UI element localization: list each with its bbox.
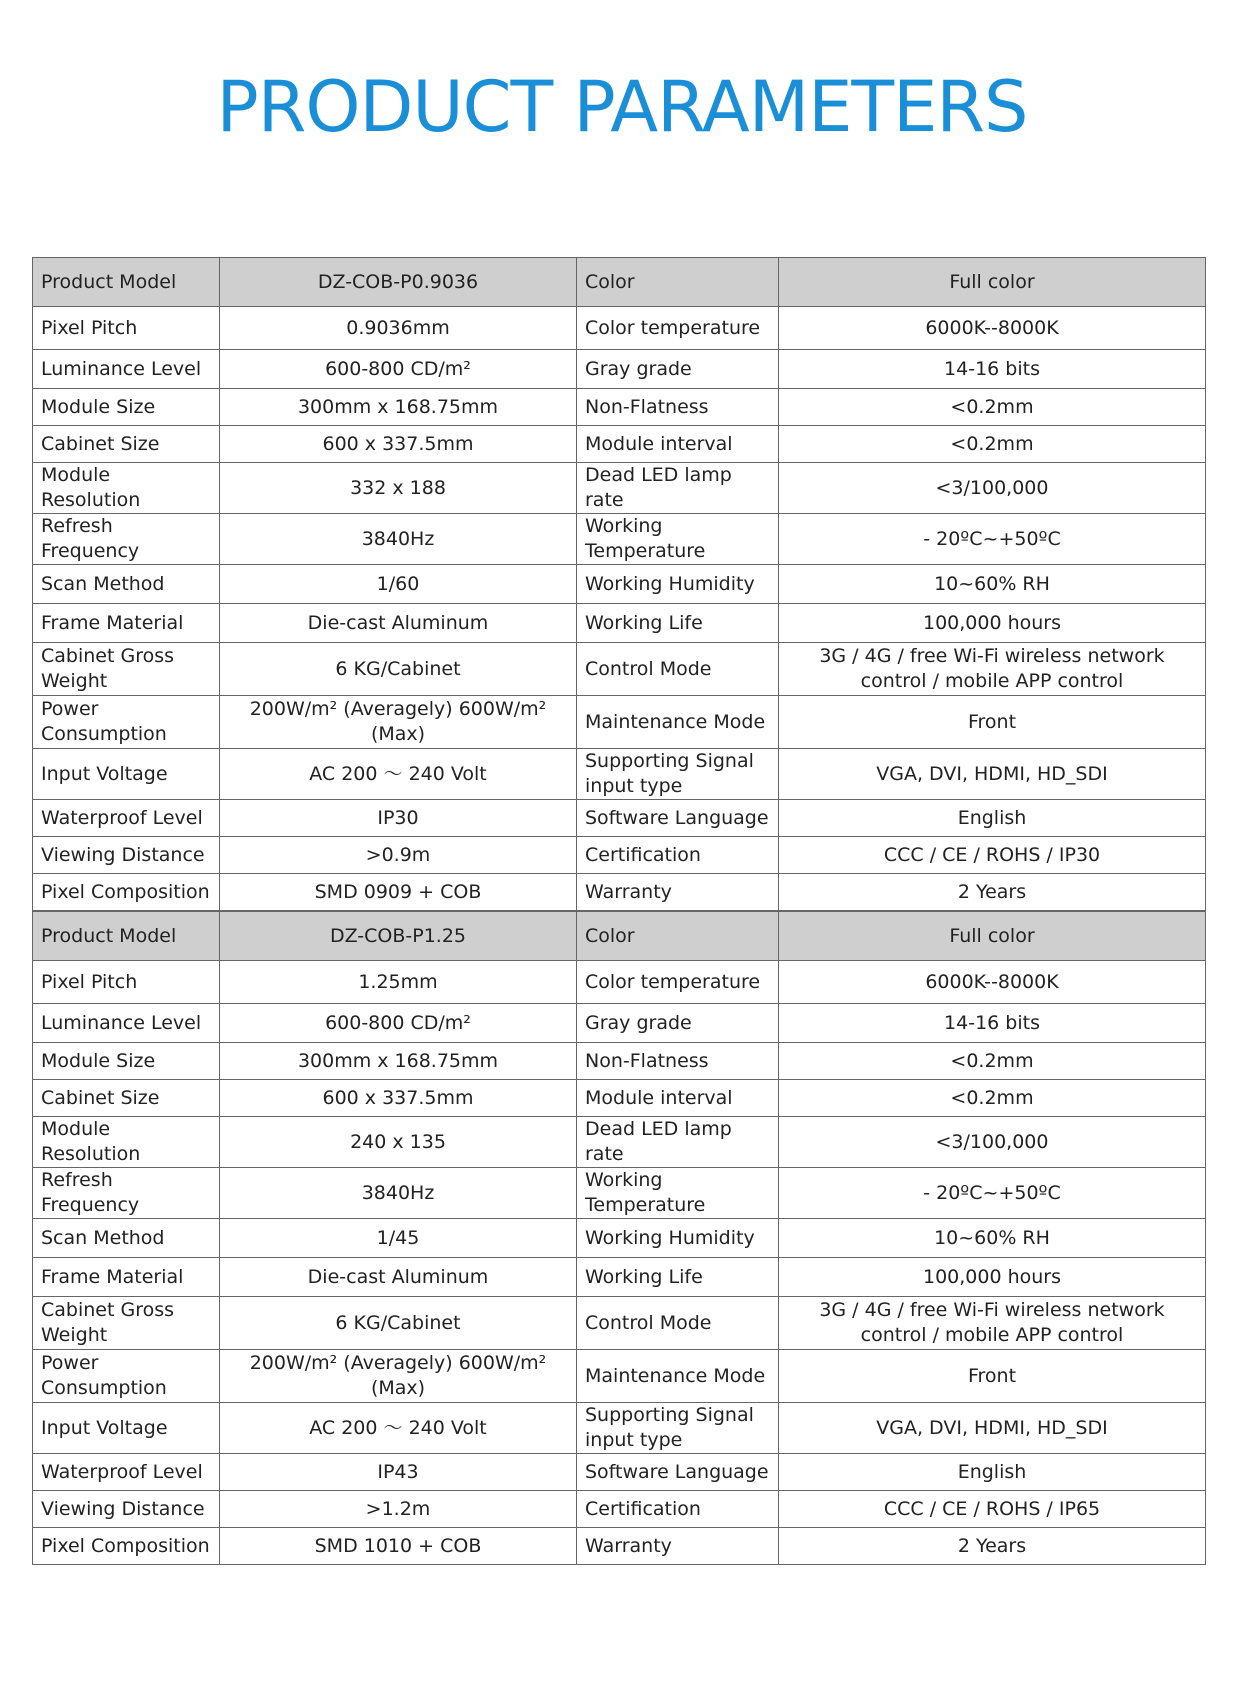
param-value: 600-800 CD/m²	[220, 1004, 577, 1043]
table-row	[33, 837, 1206, 874]
param-value: 100,000 hours	[779, 604, 1206, 643]
param-value: 0.9036mm	[220, 307, 577, 350]
param-label: Power Consumption	[33, 1350, 220, 1403]
param-value: 14-16 bits	[779, 350, 1206, 389]
param-value: VGA, DVI, HDMI, HD_SDI	[779, 1403, 1206, 1454]
param-label: Viewing Distance	[33, 1491, 220, 1528]
param-value: 3G / 4G / free Wi-Fi wireless network control / mobile APP control	[779, 643, 1206, 696]
param-label: Cabinet Gross Weight	[33, 643, 220, 696]
table-header-row	[33, 258, 1206, 307]
param-label: Software Language	[577, 800, 779, 837]
param-value: 332 x 188	[220, 463, 577, 514]
param-value: 300mm x 168.75mm	[220, 1043, 577, 1080]
table-row	[33, 696, 1206, 749]
param-value: 600 x 337.5mm	[220, 1080, 577, 1117]
param-label: Input Voltage	[33, 1403, 220, 1454]
param-label: Software Language	[577, 1454, 779, 1491]
page-title: PRODUCT PARAMETERS	[216, 66, 1028, 148]
param-label: Gray grade	[577, 1004, 779, 1043]
param-label: Working Humidity	[577, 565, 779, 604]
param-value: 2 Years	[779, 874, 1206, 911]
param-label: Control Mode	[577, 643, 779, 696]
param-value: 200W/m² (Averagely) 600W/m² (Max)	[220, 696, 577, 749]
param-label: Working Life	[577, 1258, 779, 1297]
param-label: Waterproof Level	[33, 800, 220, 837]
table-row	[33, 1117, 1206, 1168]
param-value: 600 x 337.5mm	[220, 426, 577, 463]
param-label: Certification	[577, 837, 779, 874]
param-value: 6 KG/Cabinet	[220, 643, 577, 696]
param-label: Maintenance Mode	[577, 696, 779, 749]
param-value: 10~60% RH	[779, 565, 1206, 604]
param-value: 300mm x 168.75mm	[220, 389, 577, 426]
param-value: 3840Hz	[220, 514, 577, 565]
param-value: CCC / CE / ROHS / IP30	[779, 837, 1206, 874]
param-label: Dead LED lamp rate	[577, 463, 779, 514]
table-row	[33, 874, 1206, 911]
param-label: Non-Flatness	[577, 1043, 779, 1080]
param-label: Viewing Distance	[33, 837, 220, 874]
param-value: AC 200 ～ 240 Volt	[220, 1403, 577, 1454]
param-label: Waterproof Level	[33, 1454, 220, 1491]
param-label: Dead LED lamp rate	[577, 1117, 779, 1168]
param-label: Gray grade	[577, 350, 779, 389]
param-value: VGA, DVI, HDMI, HD_SDI	[779, 749, 1206, 800]
param-value: 6000K--8000K	[779, 961, 1206, 1004]
table-row	[33, 1043, 1206, 1080]
param-label: Module Resolution	[33, 463, 220, 514]
param-value: <3/100,000	[779, 1117, 1206, 1168]
param-label: Power Consumption	[33, 696, 220, 749]
table-row	[33, 961, 1206, 1004]
table-row	[33, 426, 1206, 463]
param-value: <0.2mm	[779, 389, 1206, 426]
table-row	[33, 643, 1206, 696]
param-value: 6 KG/Cabinet	[220, 1297, 577, 1350]
table-row	[33, 1491, 1206, 1528]
table-row	[33, 514, 1206, 565]
table-row	[33, 1350, 1206, 1403]
param-value: Front	[779, 1350, 1206, 1403]
param-value: English	[779, 800, 1206, 837]
param-label: Frame Material	[33, 604, 220, 643]
param-label: Module interval	[577, 1080, 779, 1117]
table-row	[33, 800, 1206, 837]
param-value: IP30	[220, 800, 577, 837]
table-row	[33, 1004, 1206, 1043]
param-value: 600-800 CD/m²	[220, 350, 577, 389]
table-row	[33, 389, 1206, 426]
param-label: Scan Method	[33, 1219, 220, 1258]
table-row	[33, 604, 1206, 643]
param-value: 1/45	[220, 1219, 577, 1258]
param-label: Cabinet Size	[33, 426, 220, 463]
param-value: Front	[779, 696, 1206, 749]
param-value: 200W/m² (Averagely) 600W/m² (Max)	[220, 1350, 577, 1403]
param-label: Input Voltage	[33, 749, 220, 800]
param-value: 10~60% RH	[779, 1219, 1206, 1258]
param-label: Module Size	[33, 389, 220, 426]
spec-table	[32, 257, 1206, 911]
param-label: Product Model	[33, 258, 220, 307]
param-label: Cabinet Size	[33, 1080, 220, 1117]
param-value: 6000K--8000K	[779, 307, 1206, 350]
param-label: Supporting Signal input type	[577, 1403, 779, 1454]
param-value: Full color	[779, 912, 1206, 961]
param-label: Module Resolution	[33, 1117, 220, 1168]
table-row	[33, 1080, 1206, 1117]
param-value: >0.9m	[220, 837, 577, 874]
param-label: Working Temperature	[577, 514, 779, 565]
param-label: Working Temperature	[577, 1168, 779, 1219]
param-value: <3/100,000	[779, 463, 1206, 514]
param-label: Refresh Frequency	[33, 1168, 220, 1219]
param-label: Pixel Pitch	[33, 961, 220, 1004]
param-value: <0.2mm	[779, 1043, 1206, 1080]
table-row	[33, 307, 1206, 350]
param-value: Die-cast Aluminum	[220, 604, 577, 643]
param-label: Working Humidity	[577, 1219, 779, 1258]
table-row	[33, 1403, 1206, 1454]
param-label: Module Size	[33, 1043, 220, 1080]
table-row	[33, 1219, 1206, 1258]
param-label: Frame Material	[33, 1258, 220, 1297]
param-label: Color	[577, 258, 779, 307]
table-row	[33, 1454, 1206, 1491]
param-label: Pixel Composition	[33, 874, 220, 911]
param-label: Module interval	[577, 426, 779, 463]
table-row	[33, 350, 1206, 389]
param-value: 240 x 135	[220, 1117, 577, 1168]
param-label: Refresh Frequency	[33, 514, 220, 565]
table-row	[33, 1297, 1206, 1350]
param-value: 1.25mm	[220, 961, 577, 1004]
param-value: - 20ºC~+50ºC	[779, 514, 1206, 565]
param-value: English	[779, 1454, 1206, 1491]
param-label: Color temperature	[577, 961, 779, 1004]
param-value: 3G / 4G / free Wi-Fi wireless network control / mobile APP control	[779, 1297, 1206, 1350]
param-value: Full color	[779, 258, 1206, 307]
param-value: CCC / CE / ROHS / IP65	[779, 1491, 1206, 1528]
param-value: >1.2m	[220, 1491, 577, 1528]
param-value: DZ-COB-P0.9036	[220, 258, 577, 307]
table-row	[33, 749, 1206, 800]
table-header-row	[33, 912, 1206, 961]
table-row	[33, 565, 1206, 604]
param-value: AC 200 ～ 240 Volt	[220, 749, 577, 800]
param-value: 100,000 hours	[779, 1258, 1206, 1297]
param-label: Color	[577, 912, 779, 961]
param-value: - 20ºC~+50ºC	[779, 1168, 1206, 1219]
param-value: 3840Hz	[220, 1168, 577, 1219]
param-label: Certification	[577, 1491, 779, 1528]
param-value: SMD 1010 + COB	[220, 1528, 577, 1565]
param-value: IP43	[220, 1454, 577, 1491]
param-label: Maintenance Mode	[577, 1350, 779, 1403]
param-label: Cabinet Gross Weight	[33, 1297, 220, 1350]
param-label: Warranty	[577, 874, 779, 911]
table-row	[33, 1528, 1206, 1565]
param-value: 14-16 bits	[779, 1004, 1206, 1043]
param-label: Warranty	[577, 1528, 779, 1565]
param-value: DZ-COB-P1.25	[220, 912, 577, 961]
param-label: Luminance Level	[33, 1004, 220, 1043]
param-label: Working Life	[577, 604, 779, 643]
table-row	[33, 463, 1206, 514]
param-label: Color temperature	[577, 307, 779, 350]
spec-table	[32, 911, 1206, 1565]
param-label: Luminance Level	[33, 350, 220, 389]
param-label: Supporting Signal input type	[577, 749, 779, 800]
table-row	[33, 1168, 1206, 1219]
param-label: Pixel Composition	[33, 1528, 220, 1565]
param-value: 1/60	[220, 565, 577, 604]
table-row	[33, 1258, 1206, 1297]
param-label: Control Mode	[577, 1297, 779, 1350]
spec-tables	[32, 257, 1205, 1565]
param-value: <0.2mm	[779, 426, 1206, 463]
param-label: Scan Method	[33, 565, 220, 604]
param-label: Pixel Pitch	[33, 307, 220, 350]
param-label: Product Model	[33, 912, 220, 961]
param-value: Die-cast Aluminum	[220, 1258, 577, 1297]
param-value: SMD 0909 + COB	[220, 874, 577, 911]
param-value: 2 Years	[779, 1528, 1206, 1565]
param-value: <0.2mm	[779, 1080, 1206, 1117]
param-label: Non-Flatness	[577, 389, 779, 426]
